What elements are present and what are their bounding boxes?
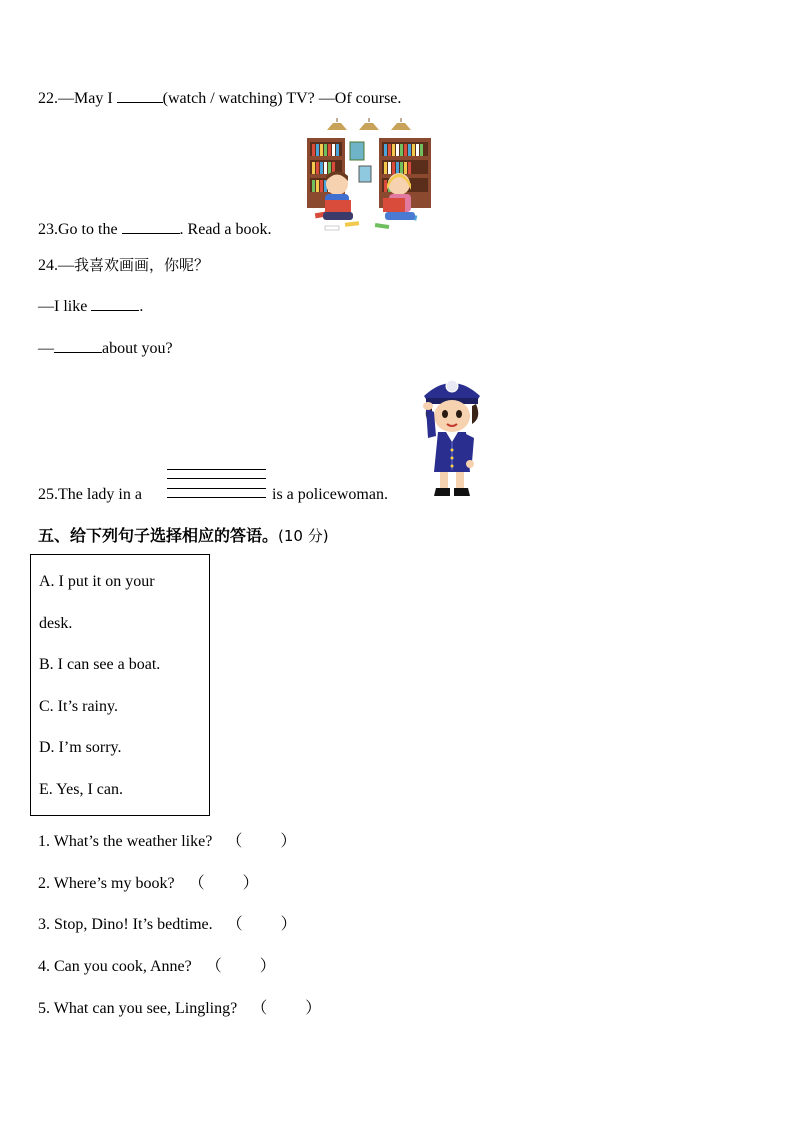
question-number: 24. bbox=[38, 257, 58, 274]
question-text: 4. Can you cook, Anne? bbox=[38, 958, 192, 975]
question-text: is a policewoman. bbox=[272, 486, 388, 503]
dash: — bbox=[58, 257, 74, 274]
match-question-3 bbox=[38, 911, 297, 934]
option-b: B. I can see a boat. bbox=[39, 656, 161, 673]
dialogue-line bbox=[38, 296, 143, 316]
question-22 bbox=[38, 88, 401, 108]
punctuation: . bbox=[139, 298, 144, 315]
question-text: 5. What can you see, Lingling? bbox=[38, 1000, 238, 1017]
answer-blank[interactable] bbox=[54, 338, 102, 353]
policewoman-illustration bbox=[414, 372, 490, 500]
question-text: 1. What’s the weather like? bbox=[38, 833, 213, 850]
section-heading bbox=[38, 523, 329, 546]
question-text: 3. Stop, Dino! It’s bedtime. bbox=[38, 916, 213, 933]
dash: — bbox=[38, 340, 54, 357]
option-a-continued: desk. bbox=[39, 615, 73, 632]
answer-paren[interactable]: （ ） bbox=[226, 916, 297, 933]
option-a: A. I put it on your bbox=[39, 573, 155, 590]
question-24 bbox=[38, 254, 209, 275]
question-text-chinese: 我喜欢画画，你呢？ bbox=[74, 256, 210, 274]
answer-paren[interactable]: （ ） bbox=[251, 1000, 322, 1017]
dash: — bbox=[58, 90, 74, 107]
section-title: 五、给下列句子选择相应的答语。 bbox=[38, 526, 279, 545]
answer-blank[interactable] bbox=[117, 88, 163, 103]
question-number: 25. bbox=[38, 486, 58, 503]
option-c: C. It’s rainy. bbox=[39, 698, 118, 715]
question-text: The lady in a bbox=[58, 486, 142, 503]
option-d: D. I’m sorry. bbox=[39, 739, 122, 756]
question-number: 22. bbox=[38, 90, 58, 107]
question-text: 2. Where’s my book? bbox=[38, 875, 175, 892]
answer-text: Of course. bbox=[334, 90, 402, 107]
answer-paren[interactable]: （ ） bbox=[205, 958, 276, 975]
question-text: Go to the bbox=[58, 221, 118, 238]
dialogue-text: about you? bbox=[102, 340, 173, 357]
question-text: TV? bbox=[286, 90, 315, 107]
lamp-icon bbox=[327, 118, 411, 130]
dash: — bbox=[318, 90, 335, 107]
answer-options-box bbox=[30, 554, 210, 816]
dialogue-line bbox=[38, 338, 173, 358]
match-question-1 bbox=[38, 828, 296, 851]
question-25 bbox=[38, 486, 142, 504]
library-illustration bbox=[305, 118, 435, 236]
question-23 bbox=[38, 219, 272, 239]
word-choices: (watch / watching) bbox=[162, 90, 283, 107]
match-question-2 bbox=[38, 870, 259, 893]
option-e: E. Yes, I can. bbox=[39, 781, 123, 798]
answer-paren[interactable]: （ ） bbox=[226, 833, 297, 850]
answer-blank[interactable] bbox=[91, 296, 139, 311]
match-question-5 bbox=[38, 995, 321, 1018]
four-line-writing-grid[interactable] bbox=[167, 469, 266, 499]
question-text: . Read a book. bbox=[179, 221, 272, 238]
match-question-4 bbox=[38, 953, 276, 976]
question-number: 23. bbox=[38, 221, 58, 238]
dash: — bbox=[38, 298, 54, 315]
section-score: (10 分) bbox=[278, 527, 329, 545]
answer-paren[interactable]: （ ） bbox=[188, 875, 259, 892]
question-text: May I bbox=[74, 90, 113, 107]
dialogue-text: I like bbox=[54, 298, 88, 315]
answer-blank[interactable] bbox=[122, 219, 180, 234]
